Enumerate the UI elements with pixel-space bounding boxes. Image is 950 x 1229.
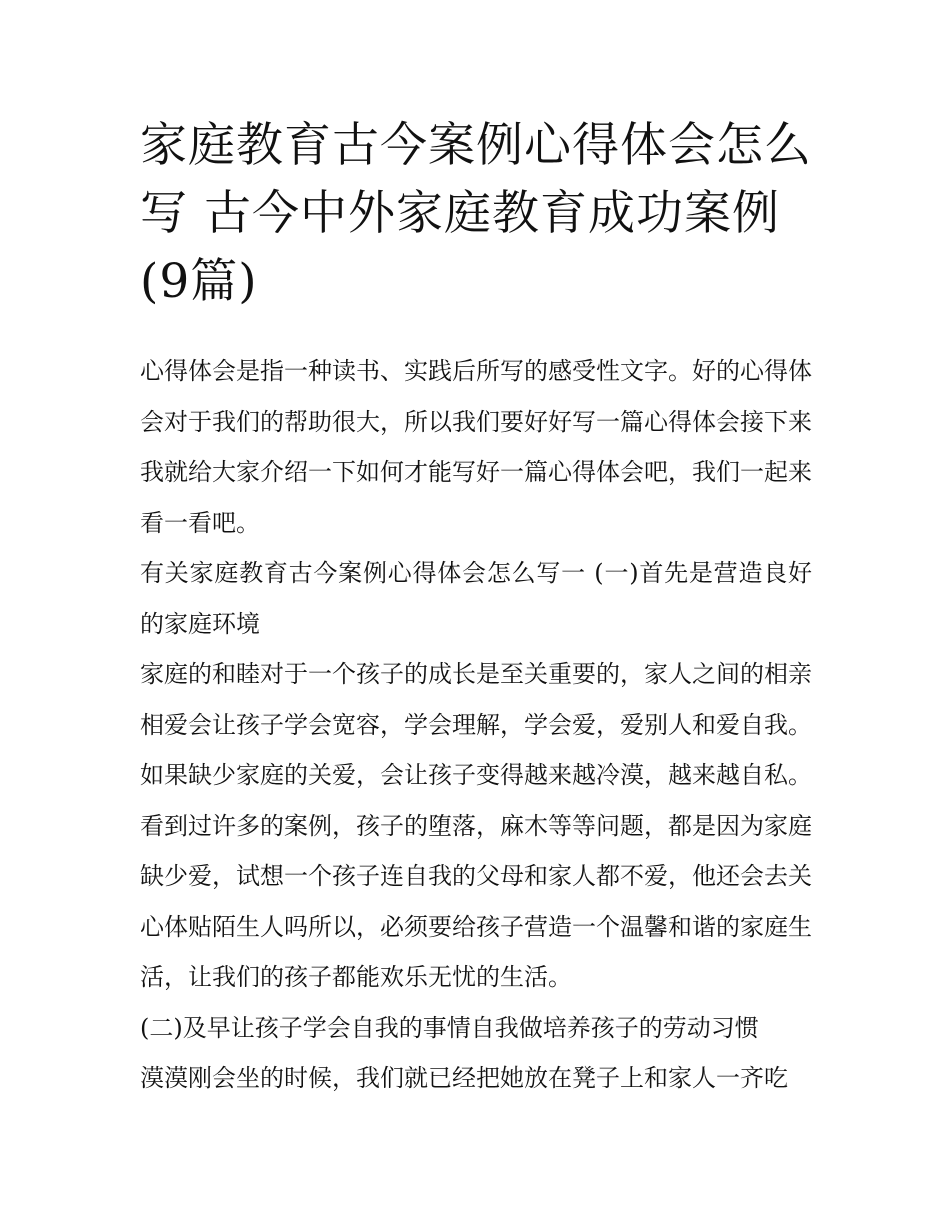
section-heading-2: (二)及早让孩子学会自我的事情自我做培养孩子的劳动习惯: [140, 1013, 759, 1042]
body-paragraph-2: 漠漠刚会坐的时候，我们就已经把她放在凳子上和家人一齐吃: [140, 1064, 788, 1092]
section-heading-1: 有关家庭教育古今案例心得体会怎么写一 (一)首先是营造良好的家庭环境: [140, 559, 812, 638]
body-paragraph-1: 家庭的和睦对于一个孩子的成长是至关重要的，家人之间的相亲相爱会让孩子学会宽容，学会理解，学会爱，爱别人和爱自我。如果缺少家庭的关爱，会让孩子变得越来越冷漠，越来越自私。看到过许多的案例，孩子的堕落，麻木等等问题，都是因为家庭缺少爱，试想一个孩子连自我的父母和家人都不爱，他还会去关心体贴陌生人吗所以，必须要给孩子营造一个温馨和谐的家庭生活，让我们的孩子都能欢乐无忧的生活。: [140, 660, 812, 991]
document-title: 家庭教育古今案例心得体会怎么写 古今中外家庭教育成功案例(9篇): [140, 118, 812, 309]
document-content: [140, 112, 812, 1104]
intro-paragraph: 心得体会是指一种读书、实践后所写的感受性文字。好的心得体会对于我们的帮助很大，所以我们要好好写一篇心得体会接下来我就给大家介绍一下如何才能写好一篇心得体会吧，我们一起来看一看吧。: [140, 357, 812, 537]
document-body: [140, 346, 812, 1104]
